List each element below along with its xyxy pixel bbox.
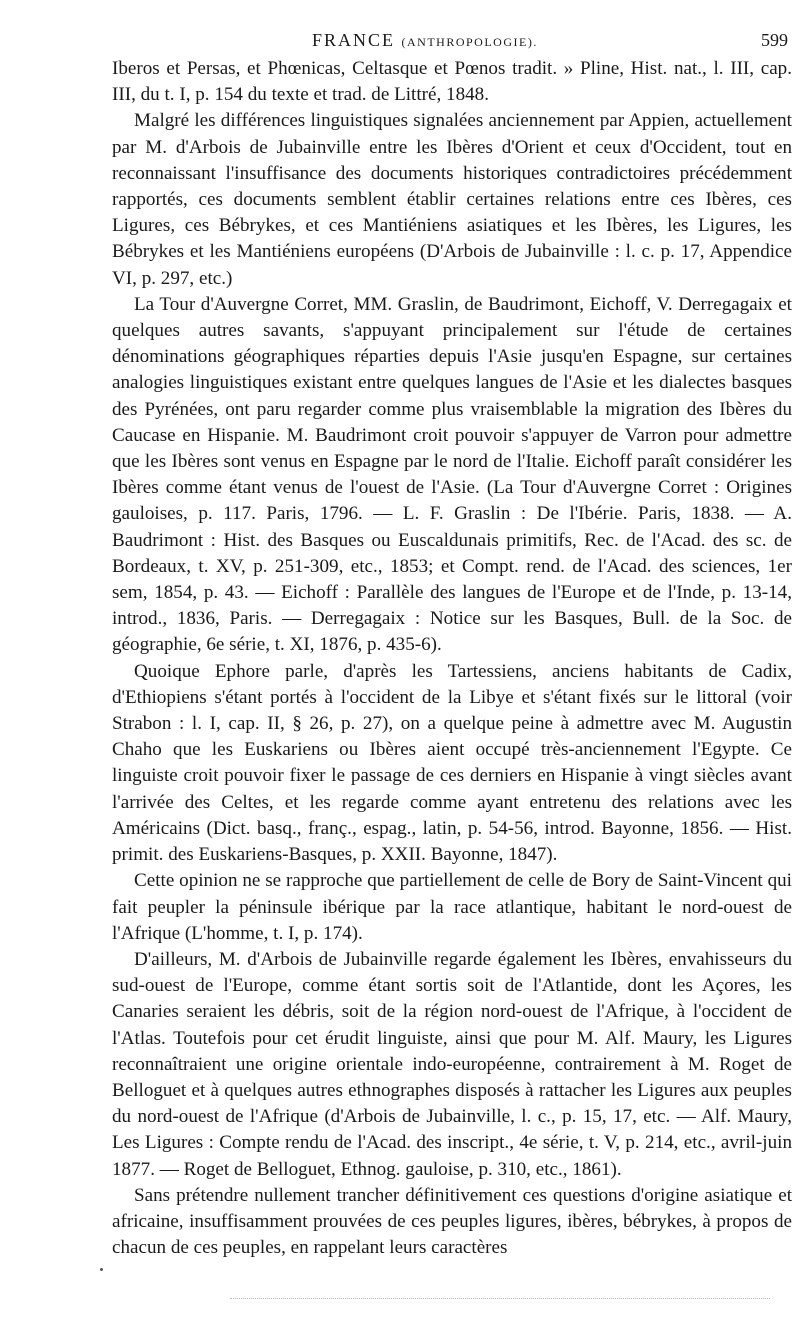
- paragraph: Quoique Ephore parle, d'après les Tartessiens, anciens habitants de Cadix, d'Ethiopiens s'étant portés à l'occident de la Libye et s'étant fixés sur le littoral (voir Strabon : l. I, cap. II, § 26, p. 27), on a quelque peine à admettre avec M. Augustin Chaho que les Euskariens ou Ibères aient occupé très-anciennement l'Egypte. Ce linguiste croit pouvoir fixer le passage de ces derniers en Hispanie à vingt siècles avant l'arrivée des Celtes, et les regarde comme ayant entretenu des relations avec les Américains (Dict. basq., franç., espag., latin, p. 54-56, introd. Bayonne, 1856. — Hist. primit. des Euskariens-Basques, p. XXII. Bayonne, 1847).: [112, 660, 792, 866]
- paragraph: Cette opinion ne se rapproche que partiellement de celle de Bory de Saint-Vincent qui fait peupler la péninsule ibérique par la race atlantique, habitant le nord-ouest de l'Afrique (L'homme, t. I, p. 174).: [112, 870, 792, 944]
- paragraph: D'ailleurs, M. d'Arbois de Jubainville regarde également les Ibères, envahisseurs du sud-ouest de l'Europe, comme étant sortis soit de l'Atlantide, dont les Açores, les Canaries seraient les débris, soit de la région nord-ouest de l'Afrique, à l'occident de l'Atlas. Toutefois pour cet érudit linguiste, ainsi que pour M. Alf. Maury, les Ligures reconnaîtraient une origine orientale indo-européenne, contrairement à M. Roget de Belloguet et à quelques autres ethnographes disposés à rattacher les Ligures aux peuples du nord-ouest de l'Afrique (d'Arbois de Jubainville, l. c., p. 15, 17, etc. — Alf. Maury, Les Ligures : Compte rendu de l'Acad. des inscript., 4e série, t. V, p. 214, etc., avril-juin 1877. — Roget de Belloguet, Ethnog. gauloise, p. 310, etc., 1861).: [112, 948, 792, 1180]
- body-text: [112, 56, 792, 1261]
- paragraph: La Tour d'Auvergne Corret, MM. Graslin, de Baudrimont, Eichoff, V. Derregagaix et quelques autres savants, s'appuyant principalement sur l'étude de certaines dénominations géographiques réparties depuis l'Asie jusqu'en Espagne, sur certaines analogies linguistiques existant entre quelques langues de l'Asie et les dialectes basques des Pyrénées, ont paru regarder comme plus vraisemblable la migration des Ibères du Caucase en Hispanie. M. Baudrimont croit pouvoir s'appuyer de Varron pour admettre que les Ibères sont venus en Espagne par le nord de l'Italie. Eichoff paraît considérer les Ibères comme étant venus de l'ouest de l'Asie. (La Tour d'Auvergne Corret : Origines gauloises, p. 117. Paris, 1796. — L. F. Graslin : De l'Ibérie. Paris, 1838. — A. Baudrimont : Hist. des Basques ou Euscaldunais primitifs, Rec. de l'Acad. des sc. de Bordeaux, t. XV, p. 251-309, etc., 1853; et Compt. rend. de l'Acad. des sciences, 1er sem, 1854, p. 43. — Eichoff : Parallèle des langues de l'Europe et de l'Inde, p. 13-14, introd., 1836, Paris. — Derregagaix : Notice sur les Basques, Bull. de la Soc. de géographie, 6e série, t. XI, 1876, p. 435-6).: [112, 293, 792, 656]
- running-head-title: FRANCE: [312, 30, 396, 50]
- paragraph: Malgré les différences linguistiques signalées anciennement par Appien, actuellement par M. d'Arbois de Jubainville entre les Ibères d'Orient et ceux d'Occident, tout en reconnaissant l'insuffisance des documents historiques contradictoires précédemment rapportés, ces documents semblent établir certaines relations entre ces Ibères, ces Ligures, ces Bébrykes, et ces Mantiéniens asiatiques et les Ibères, les Ligures, les Bébrykes et les Mantiéniens européens (D'Arbois de Jubainville : l. c. p. 17, Appendice VI, p. 297, etc.): [112, 110, 792, 289]
- page-number: 599: [761, 30, 788, 50]
- print-speck: [100, 1268, 103, 1271]
- page-header: [112, 22, 792, 56]
- running-head-subtitle: (ANTHROPOLOGIE).: [401, 35, 538, 49]
- running-head: [312, 30, 538, 51]
- bleed-through-marks: [230, 1298, 770, 1302]
- paragraph: Iberos et Persas, et Phœnicas, Celtasque et Pœnos tradit. » Pline, Hist. nat., l. III, cap. III, du t. I, p. 154 du texte et trad. de Littré, 1848.: [112, 58, 792, 106]
- page: [112, 22, 792, 1261]
- paragraph: Sans prétendre nullement trancher définitivement ces questions d'origine asiatique et africaine, insuffisamment prouvées de ces peuples ligures, ibères, bébrykes, à propos de chacun de ces peuples, en rappelant leurs caractères: [112, 1184, 792, 1259]
